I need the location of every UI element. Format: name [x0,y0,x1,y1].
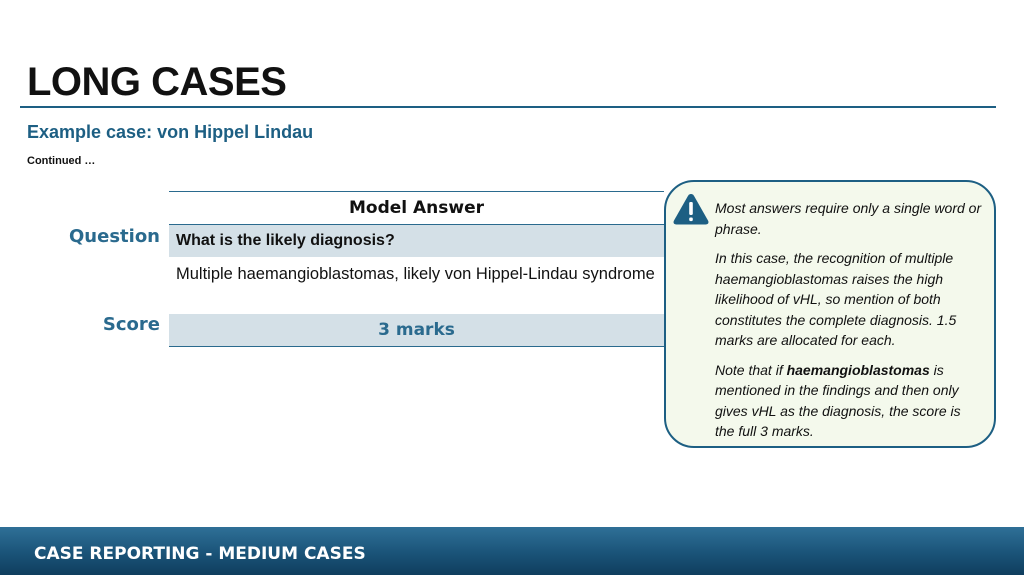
model-answer-table [169,191,664,347]
note-paragraph-3 [715,360,983,442]
page-title: LONG CASES [27,60,287,104]
warning-icon [672,192,710,226]
case-subtitle: Example case: von Hippel Lindau [27,122,314,142]
title-divider [20,106,996,108]
note-p3-start: Note that if [715,361,787,378]
footer-text: CASE REPORTING - MEDIUM CASES [34,544,366,564]
table-heading: Model Answer [169,191,664,224]
score-cell: 3 marks [169,314,664,347]
question-cell: What is the likely diagnosis? [169,224,664,257]
answer-cell: Multiple haemangioblastomas, likely von Hippel-Lindau syndrome [176,265,655,283]
question-label: Question [69,226,160,247]
note-p3-emphasis: haemangioblastomas [786,361,930,378]
note-p3-end: is mentioned in the findings and then only gives vHL as the diagnosis, the score is the full 3 marks. [715,361,961,439]
note-paragraph-1: Most answers require only a single word or phrase. [715,200,982,237]
score-label: Score [102,314,160,335]
note-paragraph-2: In this case, the recognition of multiple haemangioblastomas raises the high likelihood of vHL, so mention of both constitutes the complete diagnosis. 1.5 marks are allocated for each. [715,250,957,348]
continued-label: Continued … [27,155,96,167]
note-text [715,198,983,451]
